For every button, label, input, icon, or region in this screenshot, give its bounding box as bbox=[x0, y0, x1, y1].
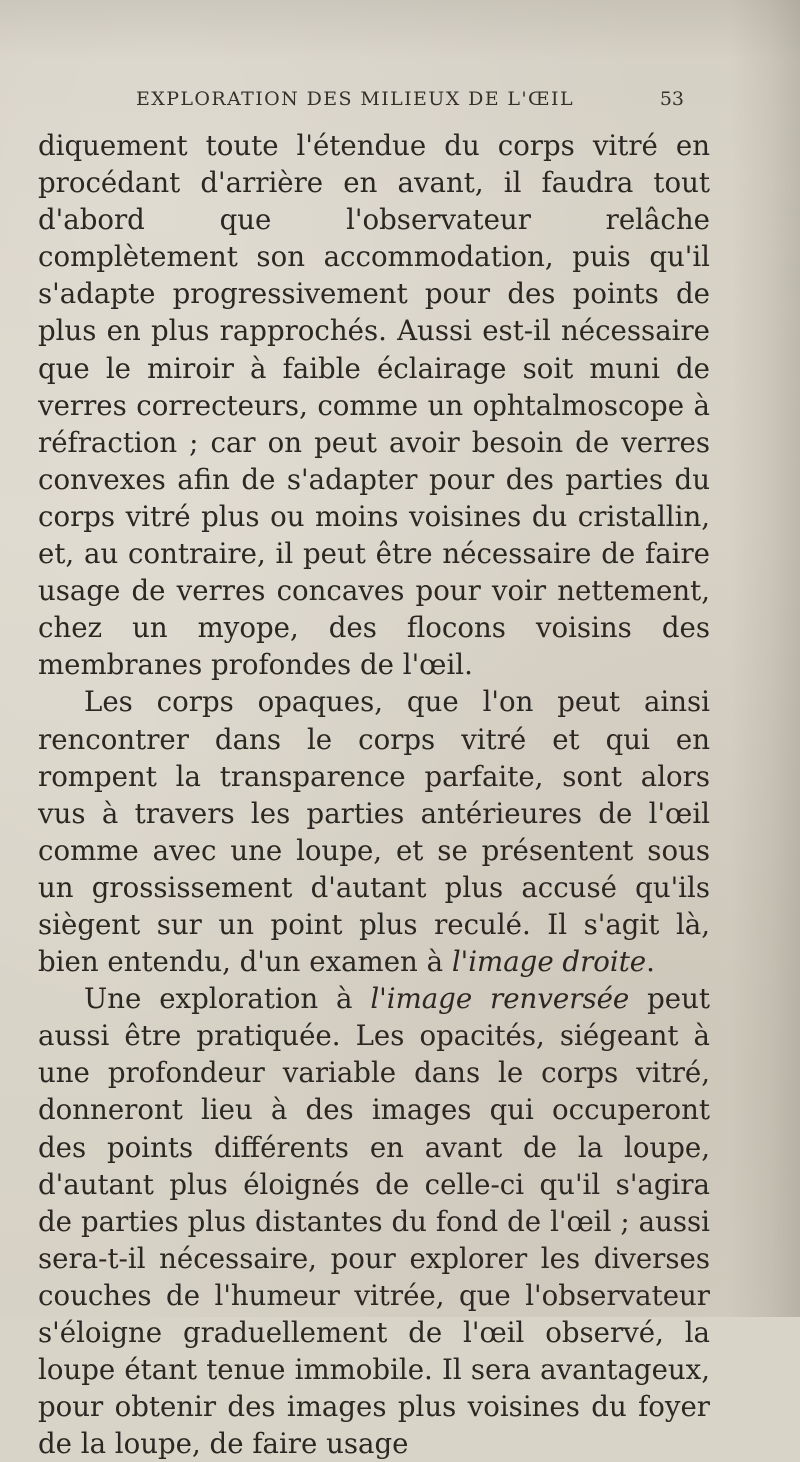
page-number: 53 bbox=[659, 88, 684, 110]
paragraph-3-start: Une exploration à bbox=[84, 982, 371, 1016]
paragraph-2-text: Les corps opaques, que l'on peut ainsi rencontrer dans le corps vitré et qui en rompent la transparence parfaite, sont alors vus à travers les parties antérieures de l'œil comme avec une loupe, et se présentent sous un grossissement d'autant plus accusé qu'ils siègent sur un point plus reculé. Il s'agit là, bien entendu, d'un examen à bbox=[38, 685, 710, 979]
paragraph-3 bbox=[38, 980, 710, 1462]
paragraph-3-emphasis: l'image renversée bbox=[370, 982, 630, 1016]
paragraph-3-text: peut aussi être pratiquée. Les opacités, siégeant à une profondeur variable dans le corps vitré, donneront lieu à des images qui occuperont des points différents en avant de la loupe, d'autant plus éloignés de celle-ci qu'il s'agira de parties plus distantes du fond de l'œil ; aussi sera-t-il nécessaire, pour explorer les diverses couches de l'humeur vitrée, que l'observateur s'éloigne graduellement de l'œil observé, la loupe étant tenue immobile. Il sera avantageux, pour obtenir des images plus voisines du foyer de la loupe, de faire usage bbox=[38, 982, 710, 1461]
paragraph-1-text: diquement toute l'étendue du corps vitré en procédant d'arrière en avant, il faudra tout d'abord que l'observateur relâche complètement son accommodation, puis qu'il s'adapte progressivement pour des points de plus en plus rapprochés. Aussi est-il nécessaire que le miroir à faible éclairage soit muni de verres correcteurs, comme un ophtalmoscope à réfraction ; car on peut avoir besoin de verres convexes afin de s'adapter pour des parties du corps vitré plus ou moins voisines du cristallin, et, au contraire, il peut être nécessaire de faire usage de verres concaves pour voir nettement, chez un myope, des flocons voisins des membranes profondes de l'œil. bbox=[38, 129, 710, 682]
body-text bbox=[38, 127, 710, 1462]
page-top-shading bbox=[0, 0, 800, 60]
paragraph-1 bbox=[38, 127, 710, 683]
paragraph-2-end: . bbox=[646, 945, 655, 979]
paragraph-2 bbox=[38, 683, 710, 980]
paragraph-2-emphasis: l'image droite bbox=[451, 945, 647, 979]
running-title: EXPLORATION DES MILIEUX DE L'ŒIL bbox=[136, 88, 574, 110]
page-edge-shading bbox=[730, 0, 800, 1317]
page-header bbox=[136, 88, 684, 118]
